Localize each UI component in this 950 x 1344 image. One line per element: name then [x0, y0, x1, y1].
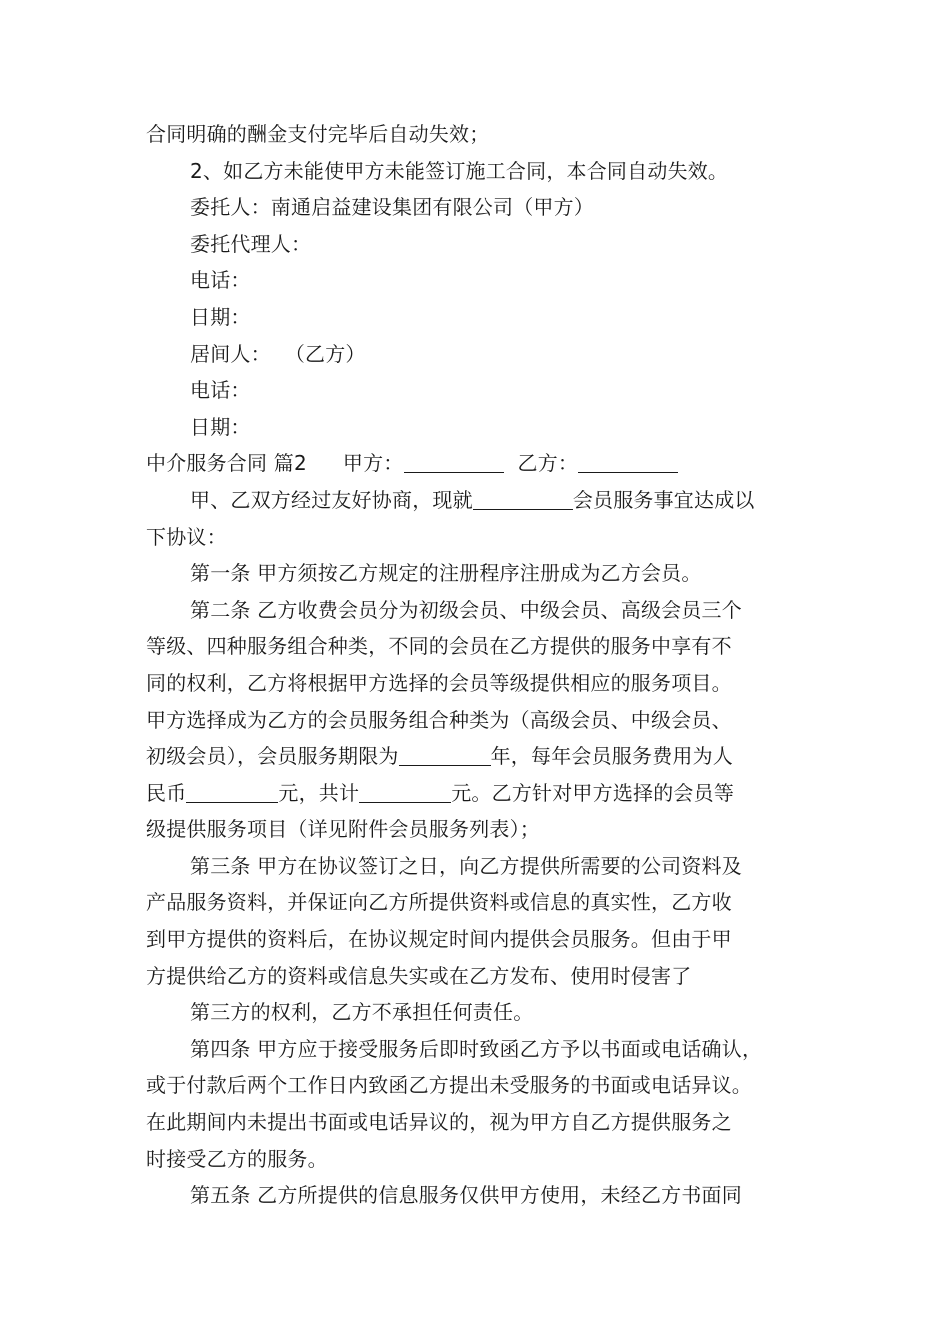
party-a-label: 甲方：: [342, 451, 404, 476]
text-line: 级提供服务项目（详见附件会员服务列表）；: [146, 817, 540, 842]
text-line: [146, 482, 826, 519]
fee-blank: [186, 780, 278, 803]
text-line: 时接受乙方的服务。: [146, 1146, 328, 1171]
text-line: 在此期间内未提出书面或电话异议的，视为甲方自乙方提供服务之: [146, 1110, 732, 1135]
text-span: 年，每年会员服务费用为人: [490, 744, 734, 769]
contract-heading-line: [146, 445, 826, 482]
phone-line: 电话：: [190, 268, 251, 293]
text-span: 甲、乙双方经过友好协商，现就: [190, 487, 473, 512]
term-blank: [399, 743, 491, 766]
contract-title: 中介服务合同 篇2: [146, 451, 307, 476]
article-2: 第二条 乙方收费会员分为初级会员、中级会员、高级会员三个: [190, 597, 742, 622]
document-body: [146, 116, 826, 1214]
article-5: 第五条 乙方所提供的信息服务仅供甲方使用，未经乙方书面同: [190, 1183, 742, 1208]
article-4: 第四条 甲方应于接受服务后即时致函乙方予以书面或电话确认，: [190, 1036, 763, 1061]
date-line: 日期：: [190, 304, 251, 329]
text-line: 2、如乙方未能使甲方未能签订施工合同，本合同自动失效。: [190, 158, 729, 183]
text-line: 方提供给乙方的资料或信息失实或在乙方发布、使用时侵害了: [146, 963, 692, 988]
party-b-label: 乙方：: [517, 451, 579, 476]
date-line: 日期：: [190, 414, 251, 439]
text-line: 到甲方提供的资料后，在协议规定时间内提供会员服务。但由于甲: [146, 927, 732, 952]
party-a-blank: [404, 450, 504, 473]
article-1: 第一条 甲方须按乙方规定的注册程序注册成为乙方会员。: [190, 561, 702, 586]
party-b-label: （乙方）: [284, 341, 366, 366]
client-line: 委托人：南通启益建设集团有限公司（甲方）: [190, 195, 594, 220]
text-line: 合同明确的酬金支付完毕后自动失效；: [146, 122, 490, 146]
text-line: 同的权利，乙方将根据甲方选择的会员等级提供相应的服务项目。: [146, 670, 732, 695]
text-span: 会员服务事宜达成以: [572, 487, 755, 512]
text-span: 元，共计: [278, 780, 360, 805]
text-span: 元。乙方针对甲方选择的会员等: [451, 780, 735, 805]
text-line: [146, 738, 826, 775]
text-line: 下协议：: [146, 524, 227, 549]
text-line: 甲方选择成为乙方的会员服务组合种类为（高级会员、中级会员、: [146, 707, 732, 732]
phone-line: 电话：: [190, 378, 251, 403]
intermediary-label: 居间人：: [190, 341, 271, 366]
text-line: 或于付款后两个工作日内致函乙方提出未受服务的书面或电话异议。: [146, 1073, 752, 1098]
text-line: 第三方的权利，乙方不承担任何责任。: [190, 1000, 534, 1025]
text-line: [146, 775, 826, 812]
text-line: 等级、四种服务组合种类，不同的会员在乙方提供的服务中享有不: [146, 634, 732, 659]
intermediary-line: [146, 336, 826, 373]
service-blank: [473, 487, 573, 510]
article-3: 第三条 甲方在协议签订之日，向乙方提供所需要的公司资料及: [190, 853, 742, 878]
text-line: 产品服务资料，并保证向乙方所提供资料或信息的真实性，乙方收: [146, 890, 732, 915]
text-span: 初级会员），会员服务期限为: [146, 744, 399, 769]
agent-line: 委托代理人：: [190, 231, 312, 256]
text-span: 民币: [146, 780, 187, 805]
party-b-blank: [578, 450, 678, 473]
total-blank: [359, 780, 451, 803]
